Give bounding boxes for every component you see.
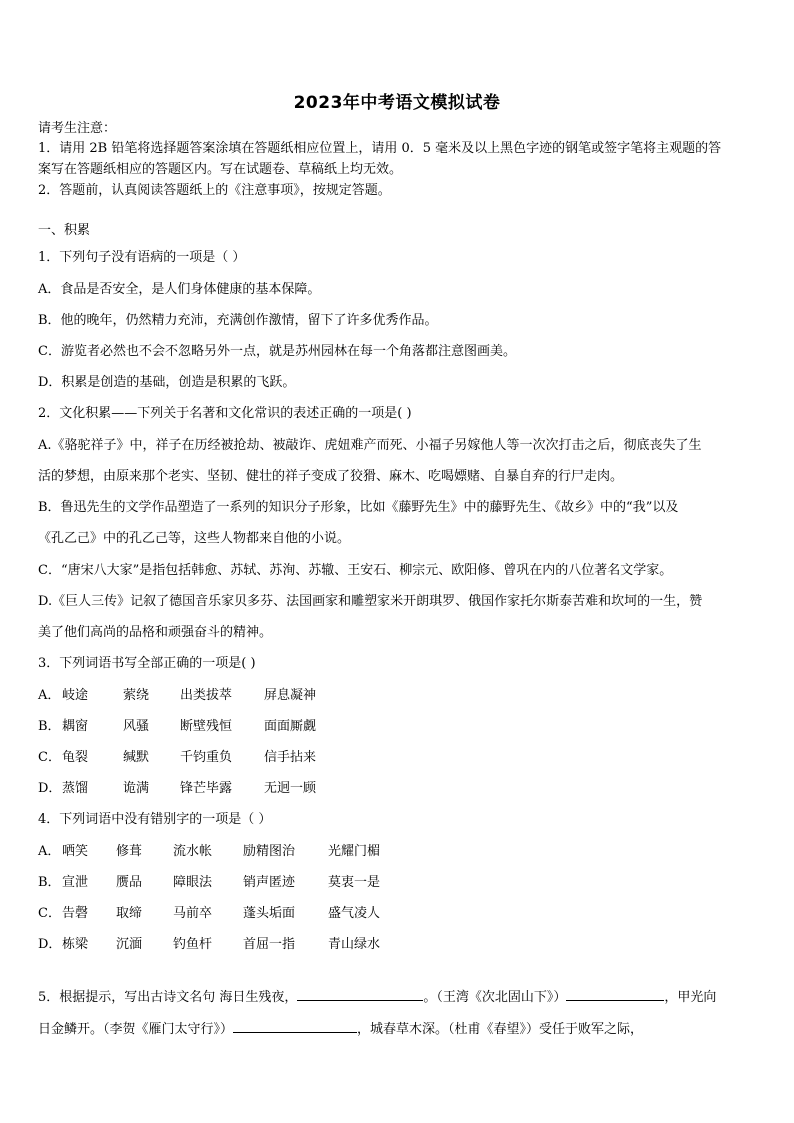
option-word: 千钧重负 [180, 750, 233, 765]
question-3-stem: 3．下列词语书写全部正确的一项是( ) [38, 656, 256, 671]
question-1-option-a: A．食品是否安全，是人们身体健康的基本保障。 [38, 282, 321, 297]
question-4-option-c [38, 906, 380, 922]
option-label: B． [38, 875, 61, 890]
question-5-text: ，城春草木深。（杜甫《春望》）受任于败军之际， [357, 1022, 644, 1037]
option-label: C． [38, 750, 61, 765]
question-2-option-a-line-2: 活的梦想，由原来那个老实、坚韧、健壮的祥子变成了狡猾、麻木、吃喝嫖赌、自暴自弃的行尸走肉。 [38, 469, 624, 484]
option-word: 光耀门楣 [328, 844, 381, 859]
question-2-option-b-line-1: B．鲁迅先生的文学作品塑造了一系列的知识分子形象，比如《藤野先生》中的藤野先生、《故乡》中的“我”以及 [38, 500, 679, 515]
question-4-option-d [38, 937, 380, 953]
question-4-option-b [38, 875, 380, 891]
question-2-option-a-line-1: A.《骆驼祥子》中，祥子在历经被抢劫、被敲诈、虎妞难产而死、小福子另嫁他人等一次次打击之后，彻底丧失了生 [38, 438, 702, 453]
notice-item-1-line-2: 案写在答题纸相应的答题区内。写在试题卷、草稿纸上均无效。 [38, 162, 403, 177]
answer-blank[interactable] [297, 988, 423, 1001]
answer-blank[interactable] [233, 1020, 357, 1033]
option-word: 岐途 [62, 688, 89, 703]
question-1-option-d: D．积累是创造的基础，创造是积累的飞跃。 [38, 375, 296, 390]
option-label: C． [38, 906, 61, 921]
option-word: 哂笑 [62, 844, 89, 859]
option-label: B． [38, 719, 61, 734]
notice-item-2: 2．答题前，认真阅读答题纸上的《注意事项》，按规定答题。 [38, 183, 391, 198]
option-word: 莫衷一是 [328, 875, 381, 890]
option-word: 诡满 [123, 781, 150, 796]
option-word: 龟裂 [62, 750, 89, 765]
notice-heading: 请考生注意： [38, 121, 117, 136]
answer-blank[interactable] [566, 988, 664, 1001]
option-word: 钓鱼杆 [173, 937, 213, 952]
option-word: 面面厮觑 [264, 719, 317, 734]
question-5-line-1 [38, 988, 716, 1006]
option-word: 励精图治 [243, 844, 296, 859]
question-2-option-d-line-1: D.《巨人三传》记叙了德国音乐家贝多芬、法国画家和雕塑家米开朗琪罗、俄国作家托尔斯泰苦难和坎坷的一生，赞 [38, 594, 703, 609]
option-word: 障眼法 [173, 875, 213, 890]
option-word: 流水帐 [173, 844, 213, 859]
question-1-option-b: B．他的晚年，仍然精力充沛，充满创作激情，留下了许多优秀作品。 [38, 313, 438, 328]
option-word: 宣泄 [62, 875, 89, 890]
option-word: 沉湎 [116, 937, 143, 952]
option-word: 萦绕 [123, 688, 150, 703]
option-word: 缄默 [123, 750, 150, 765]
question-5-text: 日金鳞开。（李贺《雁门太守行》） [38, 1022, 234, 1037]
option-label: D． [38, 937, 62, 952]
option-label: A． [38, 688, 61, 703]
question-2-stem: 2．文化积累——下列关于名著和文化常识的表述正确的一项是( ) [38, 406, 412, 421]
option-word: 信手拈来 [264, 750, 317, 765]
question-2-option-c: C．“唐宋八大家”是指包括韩愈、苏轼、苏洵、苏辙、王安石、柳宗元、欧阳修、曾巩在内的八位著名文学家。 [38, 563, 673, 578]
question-4-option-a [38, 844, 380, 860]
question-3-option-a [38, 688, 316, 704]
option-word: 锋芒毕露 [180, 781, 233, 796]
option-word: 首屈一指 [243, 937, 296, 952]
question-5-text: 5．根据提示，写出古诗文名句 海日生残夜， [38, 990, 298, 1005]
option-label: A． [38, 844, 61, 859]
option-label: D． [38, 781, 62, 796]
question-5-text: ，甲光向 [664, 990, 717, 1005]
section-heading: 一、积累 [38, 223, 91, 238]
option-word: 风骚 [123, 719, 150, 734]
option-word: 蒸馏 [62, 781, 89, 796]
notice-item-1-line-1: 1．请用 2B 铅笔将选择题答案涂填在答题纸相应位置上，请用 0．5 毫米及以上黑色字迹的钢笔或签字笔将主观题的答 [38, 141, 722, 156]
option-word: 屏息凝神 [264, 688, 317, 703]
option-word: 无迥一顾 [264, 781, 317, 796]
question-3-option-c [38, 750, 316, 766]
option-word: 马前卒 [173, 906, 213, 921]
question-3-option-d [38, 781, 316, 797]
question-1-option-c: C．游览者必然也不会不忽略另外一点，就是苏州园林在每一个角落都注意图画美。 [38, 344, 516, 359]
option-word: 取缔 [116, 906, 143, 921]
option-word: 盛气凌人 [328, 906, 381, 921]
option-word: 耦窗 [62, 719, 89, 734]
option-word: 蓬头垢面 [243, 906, 296, 921]
option-word: 告磬 [62, 906, 89, 921]
option-word: 赝品 [116, 875, 143, 890]
option-word: 断壁残恒 [180, 719, 233, 734]
page-title: 2023年中考语文模拟试卷 [293, 93, 501, 113]
option-word: 销声匿迹 [243, 875, 296, 890]
option-word: 青山绿水 [328, 937, 381, 952]
question-3-option-b [38, 719, 316, 735]
option-word: 栋梁 [62, 937, 89, 952]
question-2-option-b-line-2: 《孔乙己》中的孔乙己等，这些人物都来自他的小说。 [38, 531, 351, 546]
question-2-option-d-line-2: 美了他们高尚的品格和顽强奋斗的精神。 [38, 625, 273, 640]
option-word: 修葺 [116, 844, 143, 859]
question-5-text: 。（王湾《次北固山下》） [423, 990, 567, 1005]
option-word: 出类拔萃 [180, 688, 233, 703]
question-5-line-2 [38, 1020, 643, 1038]
question-4-stem: 4．下列词语中没有错别字的一项是（ ） [38, 812, 272, 827]
question-1-stem: 1．下列句子没有语病的一项是（ ） [38, 250, 246, 265]
